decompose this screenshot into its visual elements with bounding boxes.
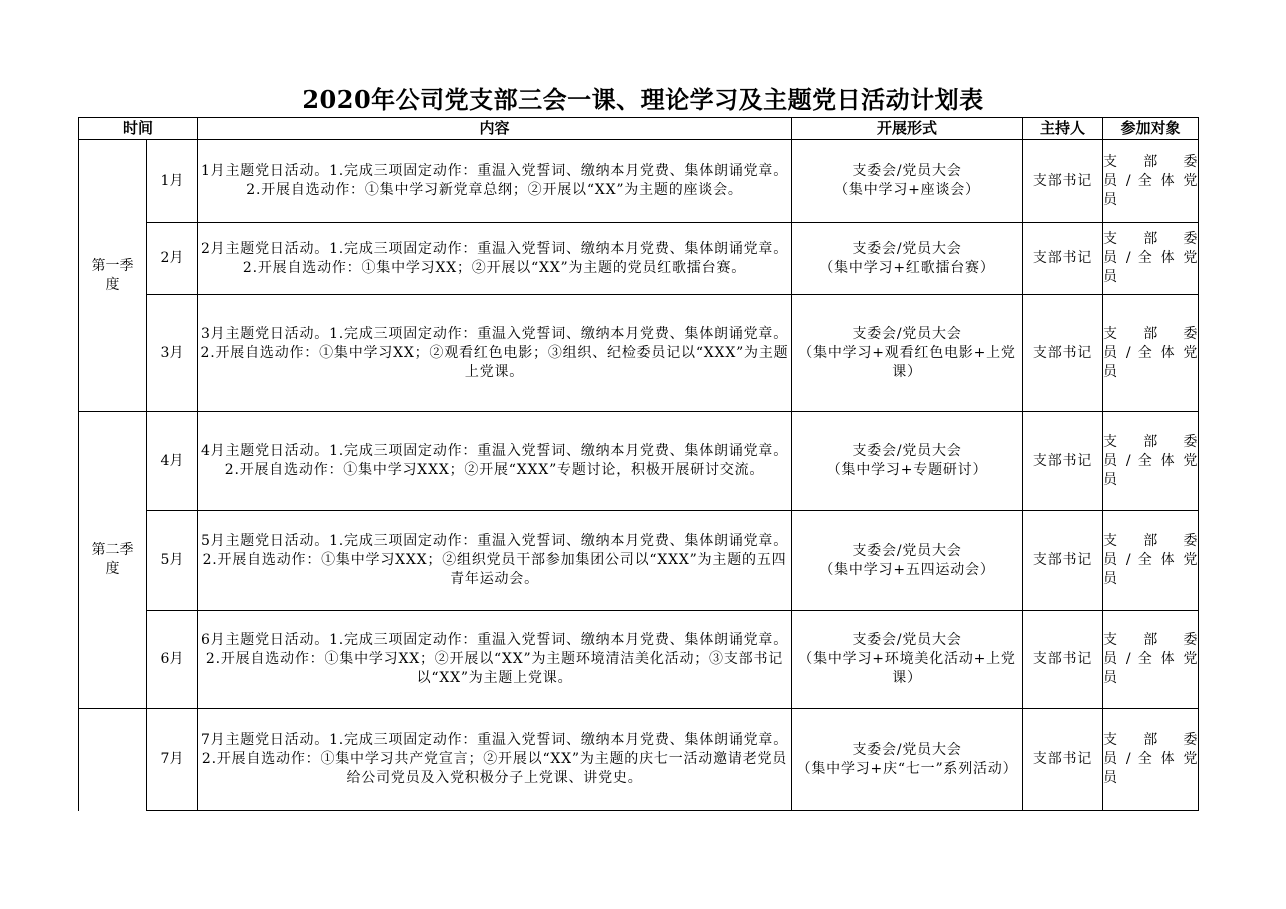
content-cell: 6月主题党日活动。1.完成三项固定动作：重温入党誓词、缴纳本月党费、集体朗诵党章。2.开展自选动作：①集中学习XX；②开展以“XX”为主题环境清洁美化活动；③支部书记以“XX”为主题上党课。	[198, 611, 792, 709]
target-line: 支 部 委	[1103, 732, 1198, 748]
target-cell	[1103, 295, 1199, 412]
month-cell: 4月	[147, 412, 198, 511]
target-line: 员 / 全 体 党	[1103, 751, 1198, 767]
host-cell: 支部书记	[1023, 223, 1103, 295]
target-line: 员 / 全 体 党	[1103, 250, 1198, 266]
form-cell	[792, 295, 1023, 412]
document-title: 2020年公司党支部三会一课、理论学习及主题党日活动计划表	[302, 85, 984, 114]
content-cell: 3月主题党日活动。1.完成三项固定动作：重温入党誓词、缴纳本月党费、集体朗诵党章。2.开展自选动作：①集中学习XX；②观看红色电影；③组织、纪检委员记以“XXX”为主题上党课。	[198, 295, 792, 412]
host-cell: 支部书记	[1023, 709, 1103, 811]
target-line: 员	[1103, 471, 1118, 488]
quarter-cell-q1	[79, 140, 147, 412]
form-detail: （集中学习+庆“七一”系列活动）	[796, 760, 1018, 777]
header-host: 主持人	[1023, 118, 1103, 140]
target-line: 员	[1103, 269, 1118, 285]
target-line: 员 / 全 体 党	[1103, 452, 1198, 469]
form-detail: （集中学习+专题研讨）	[826, 462, 988, 478]
form-detail: （集中学习+环境美化活动+上党课）	[798, 651, 1016, 686]
target-cell	[1103, 709, 1199, 811]
content-cell: 1月主题党日活动。1.完成三项固定动作：重温入党誓词、缴纳本月党费、集体朗诵党章。2.开展自选动作：①集中学习新党章总纲；②开展以“XX”为主题的座谈会。	[198, 140, 792, 223]
header-target: 参加对象	[1103, 118, 1199, 140]
form-type: 支委会/党员大会	[852, 542, 962, 559]
content-cell: 4月主题党日活动。1.完成三项固定动作：重温入党誓词、缴纳本月党费、集体朗诵党章。2.开展自选动作：①集中学习XXX；②开展“XXX”专题讨论，积极开展研讨交流。	[198, 412, 792, 511]
target-cell	[1103, 412, 1199, 511]
header-time: 时间	[79, 118, 198, 140]
target-line: 员	[1103, 571, 1118, 587]
form-type: 支委会/党员大会	[852, 163, 962, 179]
form-cell	[792, 223, 1023, 295]
form-cell	[792, 511, 1023, 611]
form-cell	[792, 709, 1023, 811]
target-line: 员 / 全 体 党	[1103, 651, 1198, 667]
form-cell	[792, 611, 1023, 709]
form-type: 支委会/党员大会	[852, 443, 962, 459]
form-detail: （集中学习+观看红色电影+上党课）	[798, 344, 1016, 380]
quarter-label: 第二季 度	[91, 542, 134, 577]
target-line: 支 部 委	[1103, 533, 1198, 549]
table-row	[79, 709, 1199, 811]
table-row	[79, 511, 1199, 611]
form-cell	[792, 140, 1023, 223]
target-line: 支 部 委	[1103, 632, 1198, 648]
form-type: 支委会/党员大会	[852, 240, 962, 257]
target-line: 员	[1103, 670, 1118, 686]
table-row	[79, 295, 1199, 412]
content-cell: 7月主题党日活动。1.完成三项固定动作：重温入党誓词、缴纳本月党费、集体朗诵党章。2.开展自选动作：①集中学习共产党宣言；②开展以“XX”为主题的庆七一活动邀请老党员给公司党员及入党积极分子上党课、讲党史。	[198, 709, 792, 811]
table-row	[79, 412, 1199, 511]
target-cell	[1103, 611, 1199, 709]
host-cell: 支部书记	[1023, 295, 1103, 412]
form-detail: （集中学习+座谈会）	[834, 182, 980, 198]
form-detail: （集中学习+五四运动会）	[819, 561, 995, 578]
header-form: 开展形式	[792, 118, 1023, 140]
month-cell: 2月	[147, 223, 198, 295]
target-line: 员 / 全 体 党	[1103, 552, 1198, 568]
content-cell: 2月主题党日活动。1.完成三项固定动作：重温入党誓词、缴纳本月党费、集体朗诵党章。2.开展自选动作：①集中学习XX；②开展以“XX”为主题的党员红歌擂台赛。	[198, 223, 792, 295]
target-line: 员	[1103, 363, 1118, 380]
month-cell: 3月	[147, 295, 198, 412]
host-cell: 支部书记	[1023, 511, 1103, 611]
form-detail: （集中学习+红歌擂台赛）	[819, 259, 995, 276]
table-header-row	[79, 118, 1199, 140]
form-type: 支委会/党员大会	[852, 632, 962, 648]
table-row	[79, 223, 1199, 295]
month-cell: 5月	[147, 511, 198, 611]
activity-plan-table	[78, 117, 1199, 811]
month-cell: 1月	[147, 140, 198, 223]
quarter-cell-q3	[79, 709, 147, 811]
target-cell	[1103, 140, 1199, 223]
target-line: 员 / 全 体 党	[1103, 344, 1198, 361]
host-cell: 支部书记	[1023, 412, 1103, 511]
quarter-cell-q2	[79, 412, 147, 709]
table-row	[79, 611, 1199, 709]
form-type: 支委会/党员大会	[852, 325, 962, 342]
target-line: 支 部 委	[1103, 153, 1198, 170]
host-cell: 支部书记	[1023, 611, 1103, 709]
target-line: 支 部 委	[1103, 433, 1198, 450]
target-cell	[1103, 223, 1199, 295]
target-cell	[1103, 511, 1199, 611]
month-cell: 6月	[147, 611, 198, 709]
month-cell: 7月	[147, 709, 198, 811]
content-cell: 5月主题党日活动。1.完成三项固定动作：重温入党誓词、缴纳本月党费、集体朗诵党章。2.开展自选动作：①集中学习XXX；②组织党员干部参加集团公司以“XXX”为主题的五四青年运动会。	[198, 511, 792, 611]
target-line: 支 部 委	[1103, 231, 1198, 247]
quarter-label: 第一季 度	[91, 257, 134, 293]
form-cell	[792, 412, 1023, 511]
table-row	[79, 140, 1199, 223]
target-line: 员	[1103, 191, 1118, 208]
header-content: 内容	[198, 118, 792, 140]
target-line: 员 / 全 体 党	[1103, 172, 1198, 189]
target-line: 支 部 委	[1103, 325, 1198, 342]
host-cell: 支部书记	[1023, 140, 1103, 223]
form-type: 支委会/党员大会	[852, 741, 962, 758]
target-line: 员	[1103, 770, 1118, 786]
